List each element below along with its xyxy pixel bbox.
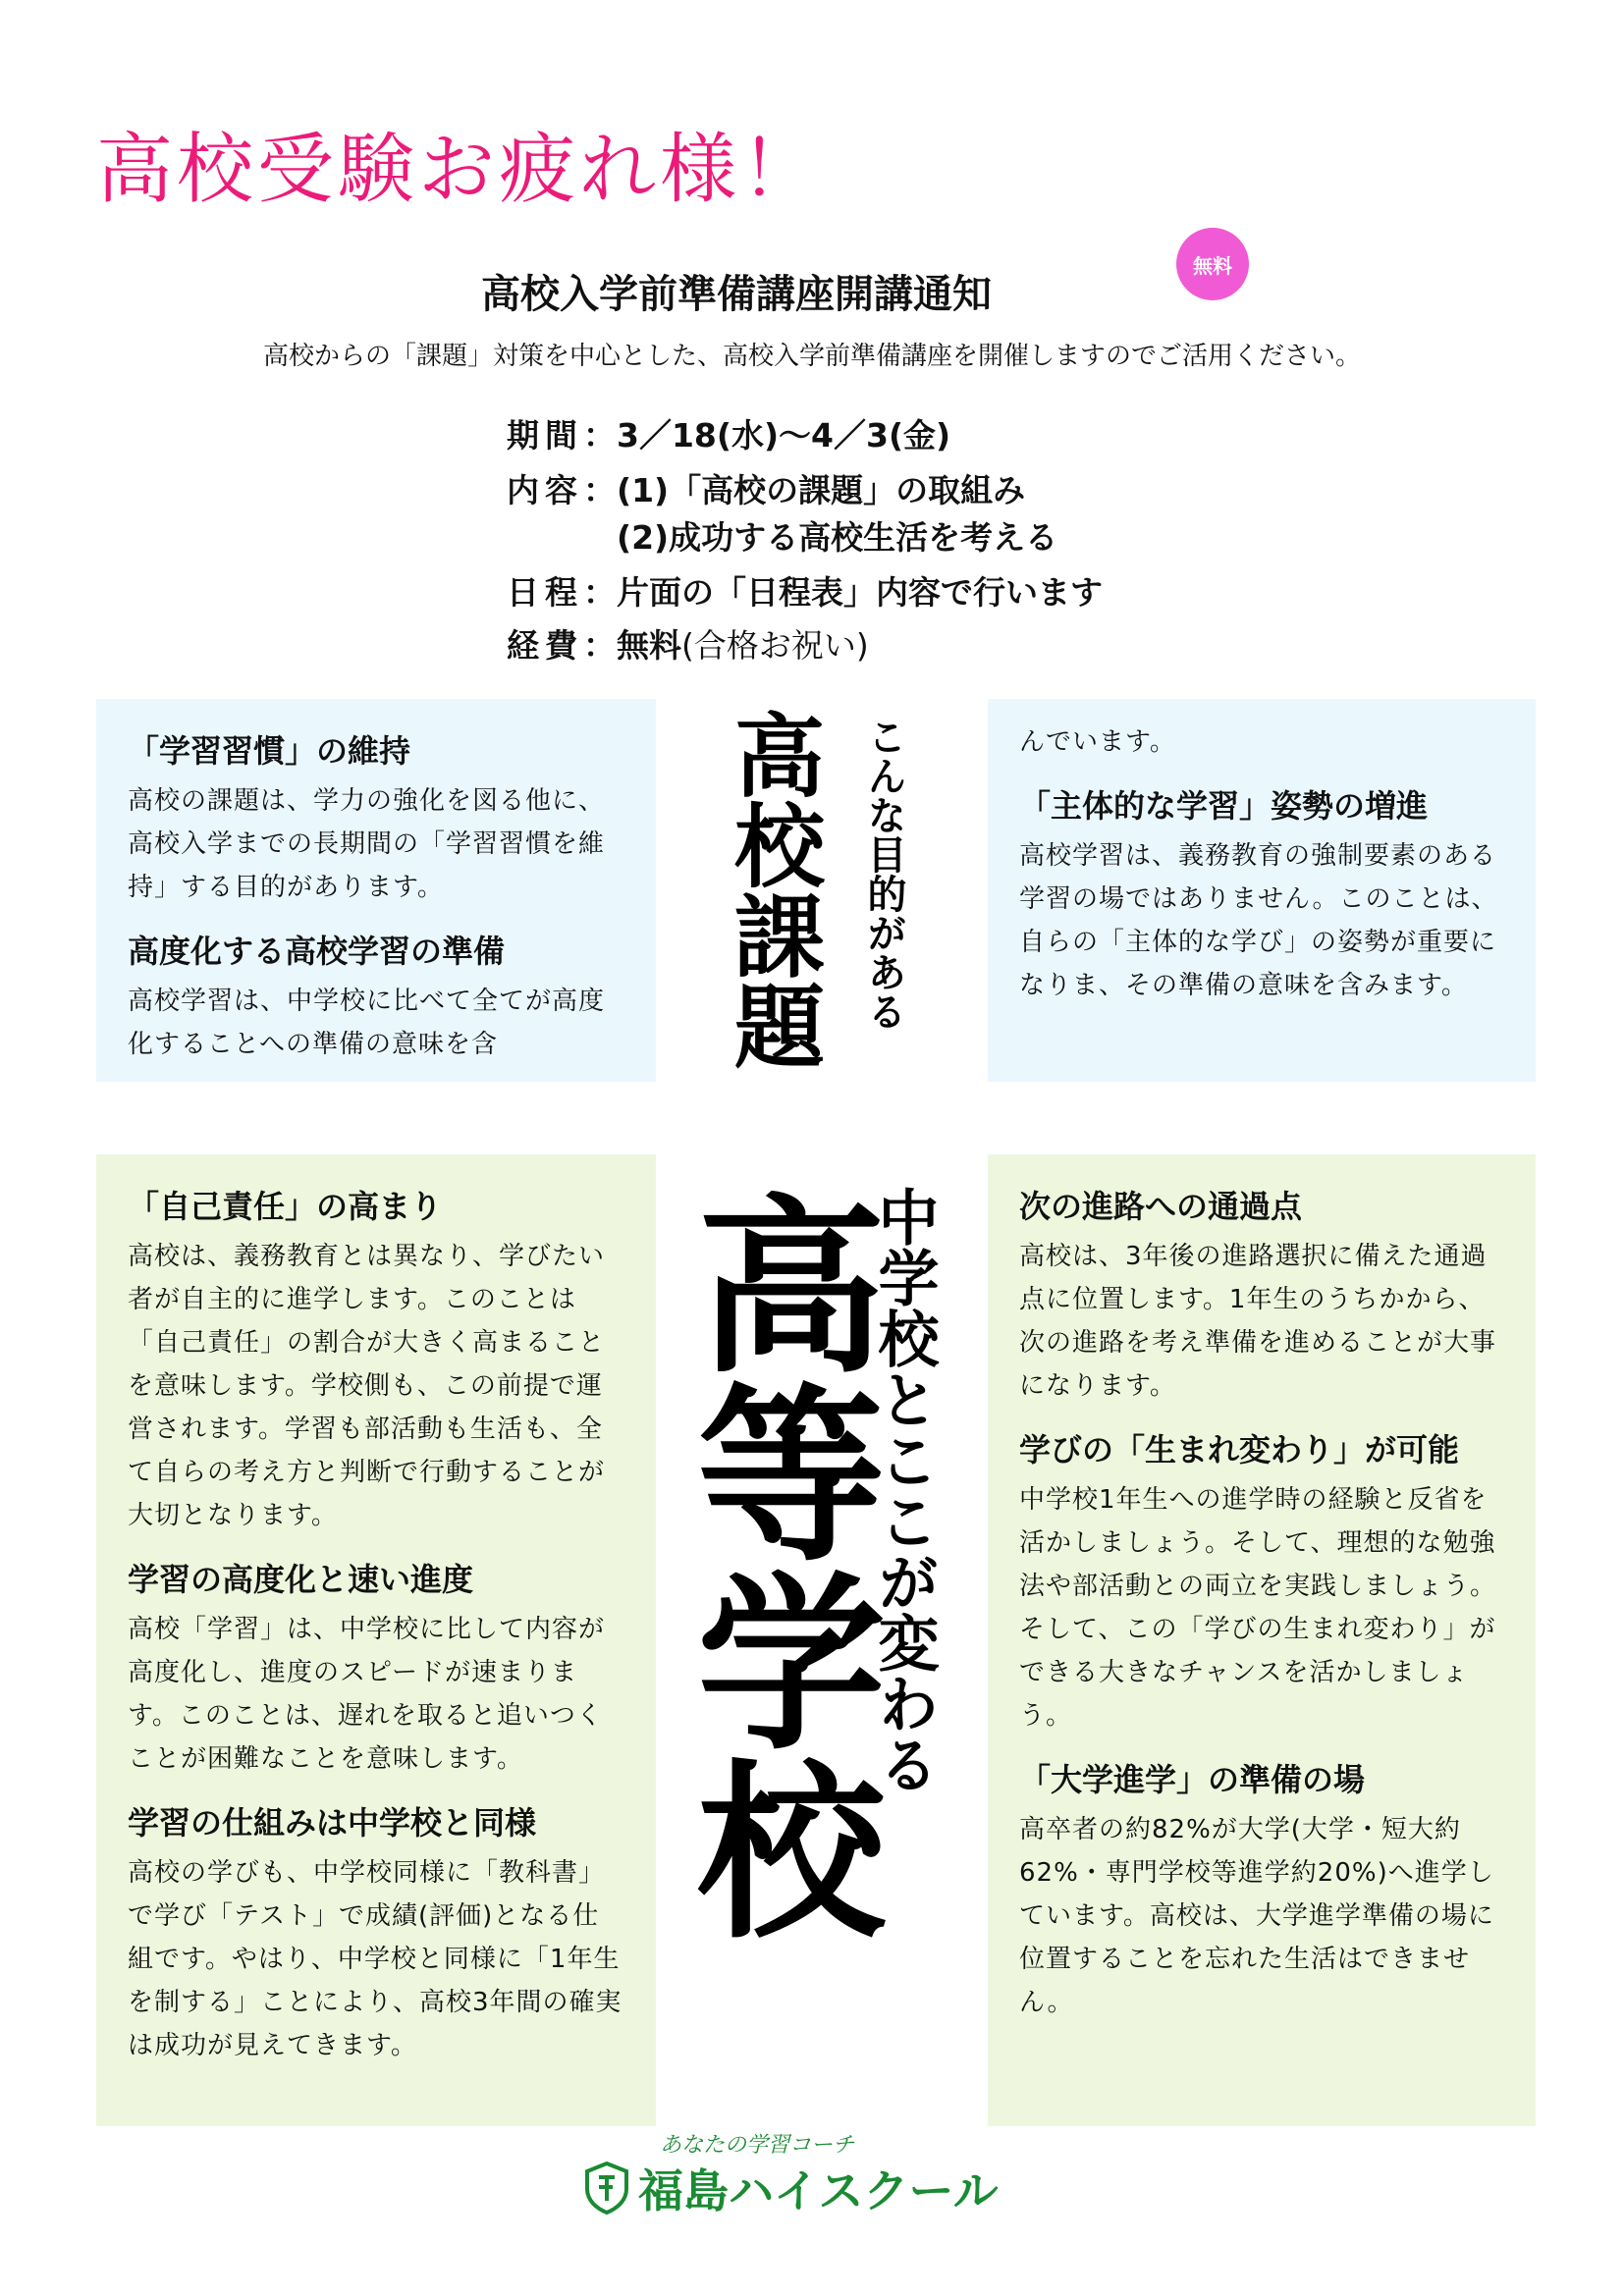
footer-tagline: あなたの学習コーチ xyxy=(660,2133,855,2158)
section-body: 中学校1年生への進学時の経験と反省を活かしましょう。そして、理想的な勉強法や部活動との両立を実践しましょう。そして、この「学びの生まれ変わり」ができる大きなチャンスを活かしましょう。 xyxy=(1019,1485,1497,1731)
koukou-right-panel xyxy=(988,1154,1536,2126)
info-schedule xyxy=(507,567,1103,614)
info-content xyxy=(507,465,1025,511)
content-value-2: (2)成功する高校生活を考える xyxy=(617,518,1058,557)
footer-logo xyxy=(585,2156,999,2220)
kadai-left-panel xyxy=(96,699,656,1082)
section-title: 学習の仕組みは中学校と同様 xyxy=(128,1804,537,1842)
notice-title: 高校入学前準備講座開講通知 xyxy=(481,272,992,317)
section-title: 学びの「生まれ変わり」が可能 xyxy=(1019,1431,1460,1468)
section-body: 高校の学びも、中学校同様に「教科書」で学び「テスト」で成績(評価)となる仕組です。やはり、中学校と同様に「1年生を制する」ことにより、高校3年間の確実は成功が見えてきます。 xyxy=(128,1858,623,2060)
schedule-value: 片面の「日程表」内容で行います xyxy=(617,573,1103,612)
section-body: 高校学習は、義務教育の強制要素のある学習の場ではありません。このことは、自らの「主体的な学び」の姿勢が重要になりま、その準備の意味を含みます。 xyxy=(1019,841,1498,1000)
koukou-vertical-sub: 中学校とここが変わる xyxy=(868,1186,940,1794)
section-title: 「大学進学」の準備の場 xyxy=(1019,1761,1366,1798)
notice-description: 高校からの「課題」対策を中心とした、高校入学前準備講座を開催しますのでご活用ください。 xyxy=(262,342,1361,371)
section-body: 高校は、3年後の進路選択に備えた通過点に位置します。1年生のうちかから、次の進路を考え準備を進めることが大事になります。 xyxy=(1019,1242,1497,1401)
koukou-left-panel xyxy=(96,1154,656,2126)
content-label: 内容： xyxy=(507,471,622,509)
info-cost xyxy=(507,620,869,667)
period-value: 3／18(水)～4／3(金) xyxy=(617,416,951,454)
section-body: 高校の課題は、学力の強化を図る他に、高校入学までの長期間の「学習習慣を維持」する目的があります。 xyxy=(128,786,606,902)
headline: 高校受験お疲れ様！ xyxy=(96,126,822,214)
section-title: 次の進路への通過点 xyxy=(1019,1188,1303,1225)
kadai-right-panel xyxy=(988,699,1536,1082)
koukou-vertical-main: 高等学校 xyxy=(665,1188,884,1942)
section-title: 「主体的な学習」姿勢の増進 xyxy=(1019,787,1429,825)
section-body: 高校学習は、中学校に比べて全てが高度化することへの準備の意味を含 xyxy=(128,987,606,1059)
shield-icon xyxy=(585,2162,628,2215)
info-period xyxy=(507,410,950,456)
section-body: 高校「学習」は、中学校に比して内容が高度化し、進度のスピードが速まります。このことは、遅れを取ると追いつくことが困難なことを意味します。 xyxy=(128,1615,606,1774)
section-title: 高度化する高校学習の準備 xyxy=(128,933,506,970)
free-badge: 無料 xyxy=(1176,228,1249,300)
section-title: 「自己責任」の高まり xyxy=(128,1188,443,1225)
cost-note: (合格お祝い) xyxy=(681,626,869,665)
schedule-label: 日程： xyxy=(507,573,622,612)
content-value-1: (1)「高校の課題」の取組み xyxy=(617,471,1026,509)
period-label: 期間： xyxy=(507,416,622,454)
section-body: 高卒者の約82%が大学(大学・短大約62%・専門学校等進学約20%)へ進学しています。高校は、大学進学準備の場に位置することを忘れた生活はできません。 xyxy=(1019,1815,1494,2017)
section-body-continued: んでいます。 xyxy=(1019,727,1176,757)
footer-brand-name: 福島ハイスクール xyxy=(638,2164,999,2217)
cost-value: 無料 xyxy=(617,626,681,665)
info-content-2 xyxy=(617,512,1057,559)
kadai-vertical-main: 高校課題 xyxy=(720,709,825,1070)
section-body: 高校は、義務教育とは異なり、学びたい者が自主的に進学します。このことは「自己責任」の割合が大きく高まることを意味します。学校側も、この前提で運営されます。学習も部活動も生活も、全て自らの考え方と判断で行動することが大切となります。 xyxy=(128,1242,606,1530)
cost-label: 経費： xyxy=(507,626,622,665)
kadai-vertical-sub: こんな目的がある xyxy=(861,717,906,1031)
section-title: 「学習習慣」の維持 xyxy=(128,732,411,770)
section-title: 学習の高度化と速い進度 xyxy=(128,1561,474,1598)
